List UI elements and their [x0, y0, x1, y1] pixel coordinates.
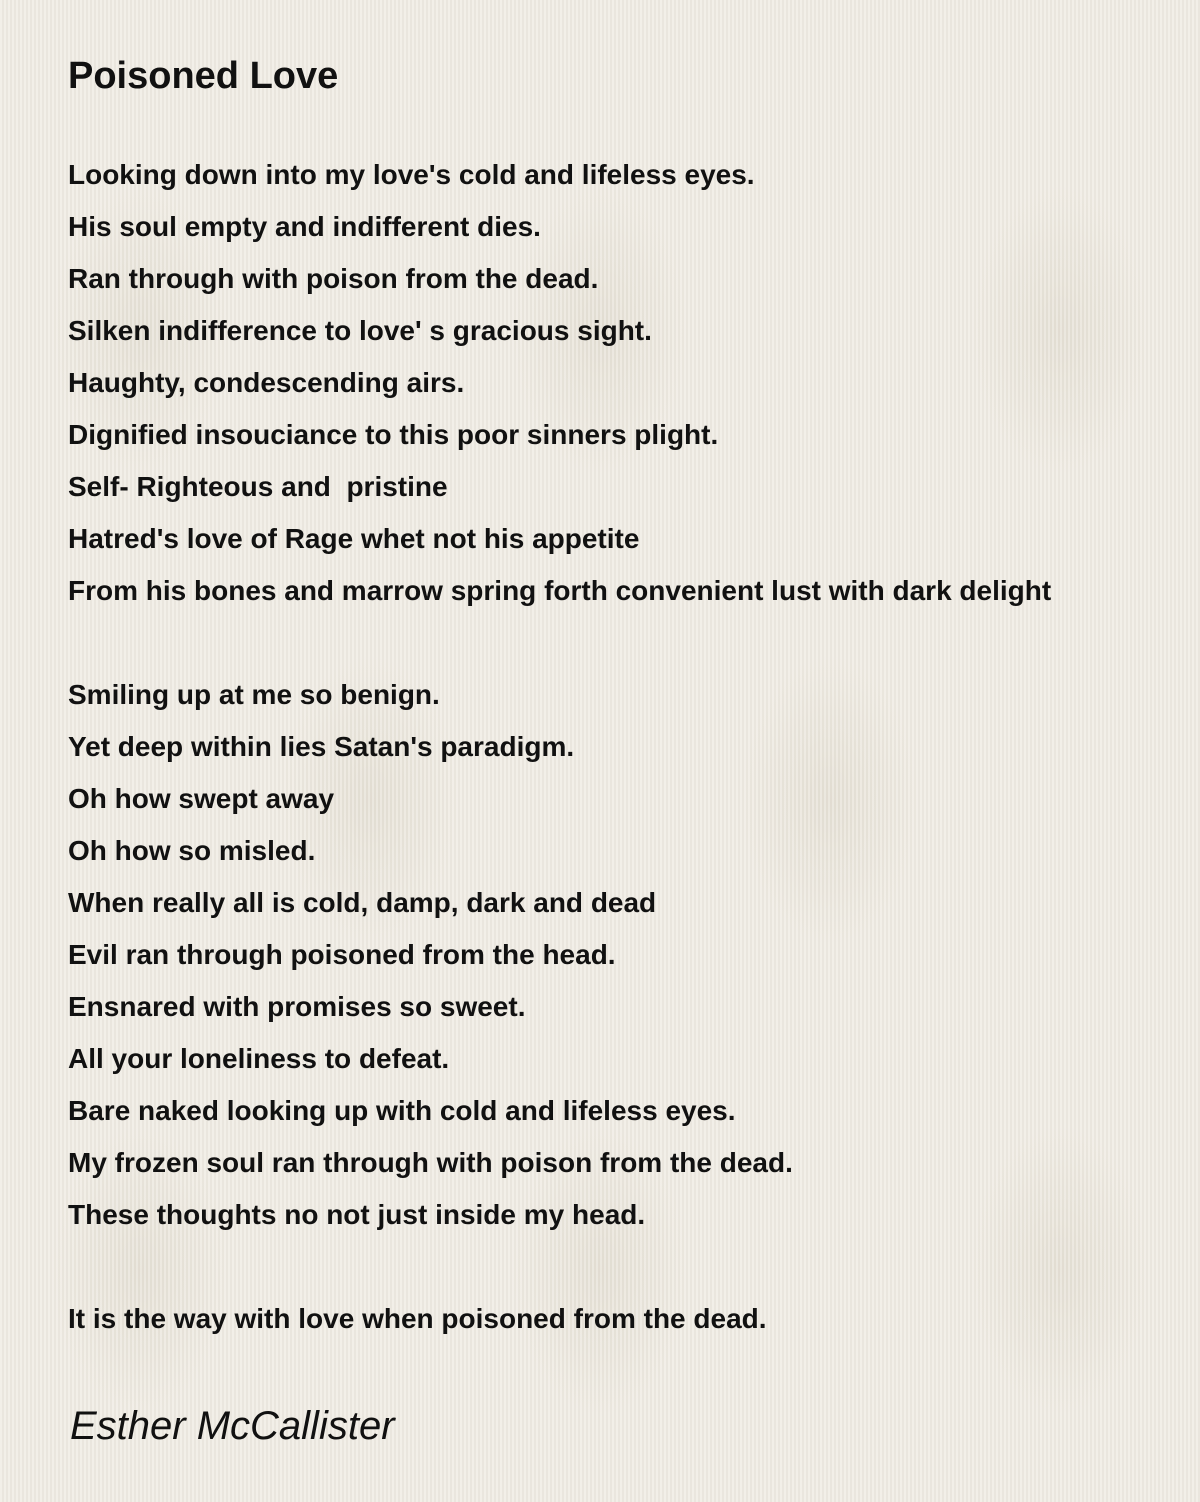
poem-line: Ensnared with promises so sweet. — [68, 991, 526, 1022]
poem-line: Self- Righteous and pristine — [68, 471, 448, 502]
poem-line: It is the way with love when poisoned from the dead. — [68, 1303, 767, 1334]
poem-line: These thoughts no not just inside my head. — [68, 1199, 646, 1230]
poem-stanza-3 — [68, 1293, 1200, 1345]
poem-line: Smiling up at me so benign. — [68, 679, 440, 710]
poem-author: Esther McCallister — [70, 1404, 395, 1448]
poem-line: My frozen soul ran through with poison from the dead. — [68, 1147, 793, 1178]
poem-line: Hatred's love of Rage whet not his appetite — [68, 523, 640, 554]
poem-body — [68, 149, 1200, 1397]
poem-line: Bare naked looking up with cold and lifeless eyes. — [68, 1095, 736, 1126]
poem-stanza-2 — [68, 669, 1200, 1241]
poem-line: Dignified insouciance to this poor sinners plight. — [68, 419, 719, 450]
poem-line: Yet deep within lies Satan's paradigm. — [68, 731, 575, 762]
poem-title: Poisoned Love — [68, 55, 339, 97]
poem-line: All your loneliness to defeat. — [68, 1043, 450, 1074]
poem-line: His soul empty and indifferent dies. — [68, 211, 541, 242]
poem-line: From his bones and marrow spring forth convenient lust with dark delight — [68, 575, 1052, 606]
poem-line: Haughty, condescending airs. — [68, 367, 465, 398]
poem-line: Looking down into my love's cold and lifeless eyes. — [68, 159, 755, 190]
poem-line: Oh how swept away — [68, 783, 335, 814]
poem-stanza-1 — [68, 149, 1200, 617]
poem-line: Oh how so misled. — [68, 835, 316, 866]
poem-line: Ran through with poison from the dead. — [68, 263, 599, 294]
poem-line: When really all is cold, damp, dark and dead — [68, 887, 657, 918]
poem-line: Evil ran through poisoned from the head. — [68, 939, 616, 970]
poem-line: Silken indifference to love' s gracious sight. — [68, 315, 652, 346]
